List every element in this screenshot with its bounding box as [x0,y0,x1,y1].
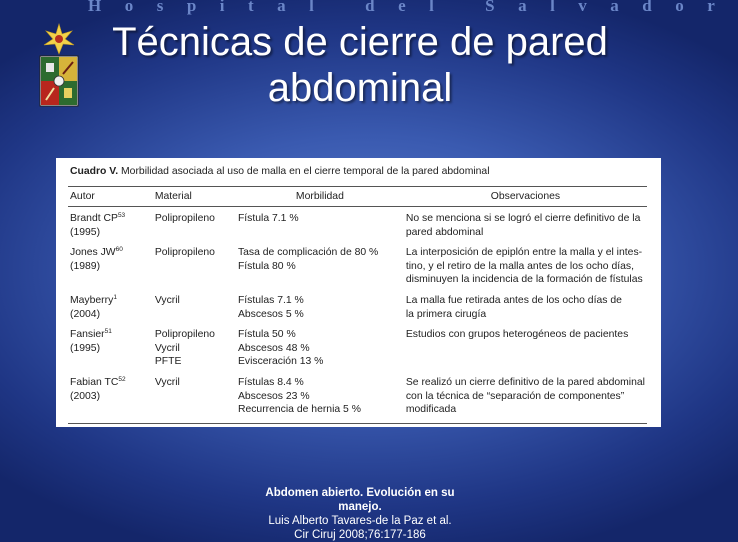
morbidity-line: Fístula 50 % [237,329,296,341]
author-year: (1995) [70,342,101,354]
cell-author [68,323,153,371]
morbidity-line: Abscesos 48 % [237,342,310,354]
cell-morbidity [236,289,404,323]
observation-line: La malla fue retirada antes de los ocho días de [405,294,622,306]
observation-line: pared abdominal [405,226,484,238]
cell-material [153,323,236,371]
author-year: (2003) [70,390,101,402]
material-line: Polipropileno [154,247,215,259]
table-row [68,323,647,371]
slide-title [60,19,660,111]
column-header-author: Autor [68,187,153,207]
column-header-material: Material [153,187,236,207]
column-header-morbidity: Morbilidad [236,187,404,207]
table-row [68,289,647,323]
reference-number: 51 [104,328,112,336]
cell-observations [404,207,647,242]
table-row [68,207,647,242]
author-year: (2004) [70,308,101,320]
author-name: Jones JW [70,247,116,259]
citation [220,486,500,542]
morbidity-line: Fístula 80 % [237,260,296,272]
morbidity-table-figure [56,158,661,427]
morbidity-line: Fístulas 8.4 % [237,376,304,388]
author-line [70,246,151,260]
cell-material [153,289,236,323]
observation-line: tino, y el retiro de la malla antes de los ocho días, [405,260,635,272]
author-name: Fabian TC [70,376,119,388]
cell-author [68,289,153,323]
material-line: Polipropileno [154,213,215,224]
observation-line: con la técnica de “separación de componentes” [405,390,625,402]
author-line [70,376,151,390]
table-body [68,207,647,424]
title-line-2: abdominal [267,66,453,110]
cell-observations [404,371,647,423]
table-caption-text: Morbilidad asociada al uso de malla en el cierre temporal de la pared abdominal [121,166,490,177]
cell-material [153,241,236,289]
observation-line: Estudios con grupos heterogéneos de pacientes [405,329,629,341]
cell-observations [404,289,647,323]
morbidity-line: Fístulas 7.1 % [237,294,304,306]
reference-number: 52 [118,375,126,383]
citation-title-line-2: manejo. [338,501,382,513]
author-line [70,294,151,308]
reference-number: 60 [115,246,123,254]
observation-line: modificada [405,404,457,416]
reference-number: 1 [113,293,117,301]
cell-morbidity [236,207,404,242]
cell-material [153,207,236,242]
reference-number: 53 [117,212,126,219]
author-year: (1989) [70,260,101,272]
citation-title-line-1: Abdomen abierto. Evolución en su [265,487,455,499]
cell-author [68,371,153,423]
cell-observations [404,323,647,371]
title-line-1: Técnicas de cierre de pared [112,20,608,64]
observation-line: Se realizó un cierre definitivo de la pared abdominal [405,376,645,388]
morbidity-line: Abscesos 23 % [237,390,310,402]
material-line: PFTE [154,356,182,368]
cell-author [68,241,153,289]
author-name: Fansier [70,329,105,341]
institution-name: Hospital del Salvador [88,0,738,15]
material-line: Polipropileno [154,329,215,341]
author-line [70,212,151,226]
cell-morbidity [236,371,404,423]
column-header-observations: Observaciones [404,187,647,207]
material-line: Vycril [154,376,180,388]
morbidity-line: Recurrencia de hernia 5 % [237,404,361,416]
author-name: Mayberry [70,294,114,306]
citation-journal: Cir Ciruj 2008;76:177-186 [294,529,426,541]
observation-line: La interposición de epiplón entre la malla y el intes- [405,247,643,259]
citation-authors: Luis Alberto Tavares-de la Paz et al. [268,515,452,527]
morbidity-line: Abscesos 5 % [237,308,304,320]
author-name: Brandt CP [70,213,118,224]
morbidity-line: Fístula 7.1 % [237,213,299,224]
cell-morbidity [236,323,404,371]
table-caption [70,166,647,177]
table-row [68,241,647,289]
cell-author [68,207,153,242]
cell-morbidity [236,241,404,289]
morbidity-table [68,186,647,424]
table-row [68,371,647,423]
morbidity-line: Tasa de complicación de 80 % [237,247,379,259]
material-line: Vycril [154,294,180,306]
cell-observations [404,241,647,289]
morbidity-line: Evisceración 13 % [237,356,324,368]
author-line [70,328,151,342]
observation-line: No se menciona si se logró el cierre definitivo de la [405,213,641,224]
observation-line: disminuyen la incidencia de la formación de fístulas [405,274,643,286]
cell-material [153,371,236,423]
observation-line: la primera cirugía [405,308,487,320]
table-caption-label: Cuadro V. [70,166,119,177]
material-line: Vycril [154,342,180,354]
author-year: (1995) [70,226,101,238]
table-header-row [68,187,647,207]
